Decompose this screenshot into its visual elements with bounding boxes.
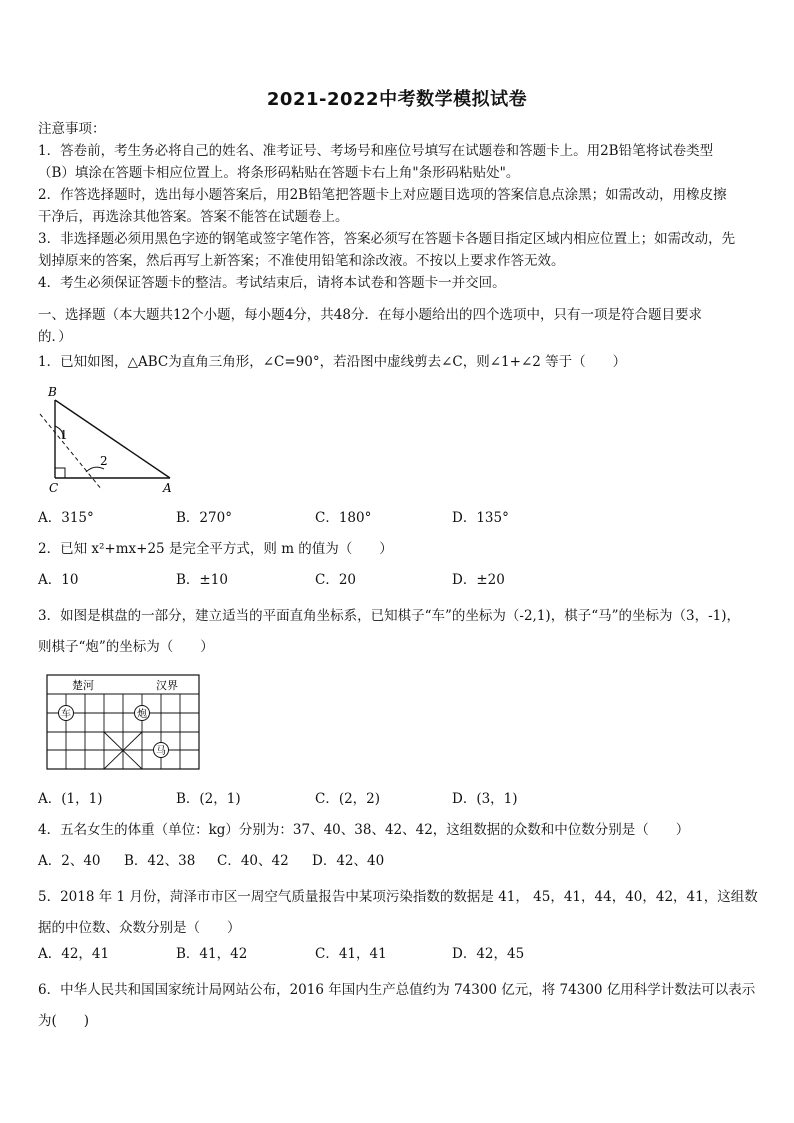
notice-line: 1．答卷前，考生务必将自己的姓名、准考证号、考场号和座位号填写在试题卷和答题卡上。用2B铅笔将试卷类型 [38,143,714,159]
option-b[interactable]: B．(2，1) [176,791,241,807]
notice-block [38,118,758,294]
vertex-b-label: B [48,385,57,399]
piece-che-label: 车 [61,709,71,720]
notice-line: 4．考生必须保证答题卡的整洁。考试结束后，请将本试卷和答题卡一并交回。 [38,275,506,291]
question-5-line: 据的中位数、众数分别是（ ） [38,920,241,936]
vertex-a-label: A [163,481,172,495]
option-d[interactable]: D．135° [452,510,509,526]
notice-line: 3．非选择题必须用黑色字迹的钢笔或签字笔作答，答案必须写在答题卡各题目指定区域内相应位置上；如需改动，先 [38,231,736,247]
river-label-chu: 楚河 [72,679,94,692]
river-label-han: 汉界 [156,679,178,692]
piece-ma-label: 马 [156,746,166,757]
notice-heading: 注意事项： [38,121,106,137]
question-6-stem [38,975,758,1037]
question-2-stem: 2．已知 x²+mx+25 是完全平方式，则 m 的值为（ ） [38,541,393,557]
q1-options [38,508,758,530]
option-a[interactable]: A．315° [38,510,94,526]
option-c[interactable]: C．180° [315,510,372,526]
q3-chessboard-figure [46,674,202,774]
q2-options [38,570,758,592]
option-b[interactable]: B．42、38 [124,853,196,869]
right-angle-mark [55,468,65,478]
question-1-stem: 1．已知如图，△ABC为直角三角形，∠C=90°，若沿图中虚线剪去∠C，则∠1+∠2 等于（ ） [38,354,627,370]
option-a[interactable]: A．42，41 [38,946,110,962]
question-4-stem: 4．五名女生的体重（单位：kg）分别为：37、40、38、42、42，这组数据的众数和中位数分别是（ ） [38,822,690,838]
notice-line: 2．作答选择题时，选出每小题答案后，用2B铅笔把答题卡上对应题目选项的答案信息点涂黑；如需改动，用橡皮擦 [38,187,727,203]
question-3-line: 则棋子“炮”的坐标为（ ） [38,639,214,655]
section-heading [38,304,758,348]
q1-triangle-figure [30,380,190,500]
page-title: 2021-2022中考数学模拟试卷 [266,89,528,110]
notice-line: 干净后，再选涂其他答案。答案不能答在试题卷上。 [38,209,349,225]
q3-options [38,789,758,811]
q4-options [38,851,758,873]
option-d[interactable]: D．(3，1) [452,791,518,807]
option-b[interactable]: B．270° [176,510,232,526]
notice-line: 划掉原来的答案，然后再写上新答案；不准使用铅笔和涂改液。不按以上要求作答无效。 [38,253,565,269]
triangle-side-ba [55,400,170,478]
option-d[interactable]: D．42、40 [312,853,385,869]
question-5-line: 5．2018 年 1 月份，菏泽市市区一周空气质量报告中某项污染指数的数据是 41， 45，41，44，40，42，41，这组数 [38,889,758,905]
option-d[interactable]: D．42，45 [452,946,525,962]
section-line: 的．） [38,329,72,345]
option-c[interactable]: C．41，41 [315,946,387,962]
option-c[interactable]: C．20 [315,572,357,588]
section-line: 一、选择题（本大题共12个小题，每小题4分，共48分．在每小题给出的四个选项中，只有一项是符合题目要求 [38,307,702,323]
question-3-line: 3．如图是棋盘的一部分，建立适当的平面直角坐标系，已知棋子“车”的坐标为（-2,1)，棋子“马”的坐标为（3，-1)， [38,608,740,624]
option-c[interactable]: C．(2，2) [315,791,381,807]
board-grid [47,694,199,769]
angle-1-label: 1 [60,428,68,442]
question-3-stem [38,601,758,663]
option-c[interactable]: C．40、42 [217,853,289,869]
option-a[interactable]: A．(1，1) [38,791,103,807]
q5-options [38,944,758,966]
option-b[interactable]: B．±10 [176,572,228,588]
question-6-line: 为( ) [38,1013,90,1029]
question-5-stem [38,882,758,944]
option-a[interactable]: A．2、40 [38,853,101,869]
angle-2-label: 2 [100,454,108,468]
question-6-line: 6．中华人民共和国国家统计局网站公布，2016 年国内生产总值约为 74300 亿元，将 74300 亿用科学计数法可以表示 [38,982,756,998]
option-b[interactable]: B．41，42 [176,946,248,962]
vertex-c-label: C [49,481,59,495]
option-a[interactable]: A．10 [38,572,79,588]
piece-pao-label: 炮 [137,709,147,720]
option-d[interactable]: D．±20 [452,572,505,588]
notice-line: （B）填涂在答题卡相应位置上。将条形码粘贴在答题卡右上角"条形码粘贴处"。 [38,165,520,181]
